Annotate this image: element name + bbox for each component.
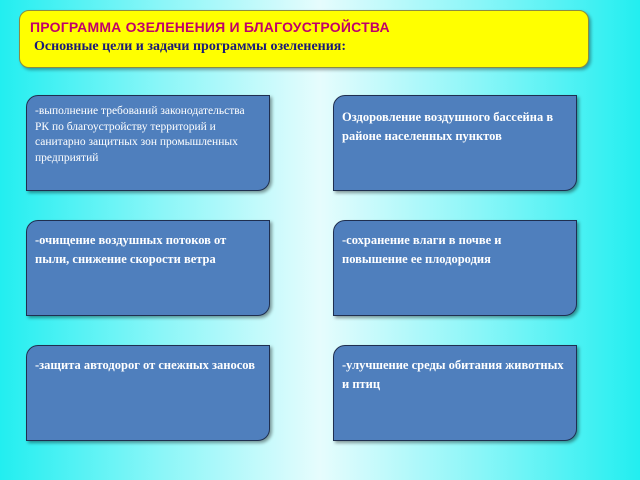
page-subtitle: Основные цели и задачи программы озеленения: bbox=[34, 39, 347, 54]
goal-card-dust-wind: -очищение воздушных потоков от пыли, снижение скорости ветра bbox=[26, 220, 270, 316]
header-box bbox=[19, 10, 589, 68]
page-title: ПРОГРАММА ОЗЕЛЕНЕНИЯ И БЛАГОУСТРОЙСТВА bbox=[30, 19, 390, 35]
goal-card-air-improvement: Оздоровление воздушного бассейна в районе населенных пунктов bbox=[333, 95, 577, 191]
goal-card-legislation: -выполнение требований законодательства РК по благоустройству территорий и санитарно защитных зон промышленных предприятий bbox=[26, 95, 270, 191]
goal-card-snow-protection: -защита автодорог от снежных заносов bbox=[26, 345, 270, 441]
goal-card-soil-moisture: -сохранение влаги в почве и повышение ее плодородия bbox=[333, 220, 577, 316]
goal-card-wildlife-habitat: -улучшение среды обитания животных и птиц bbox=[333, 345, 577, 441]
